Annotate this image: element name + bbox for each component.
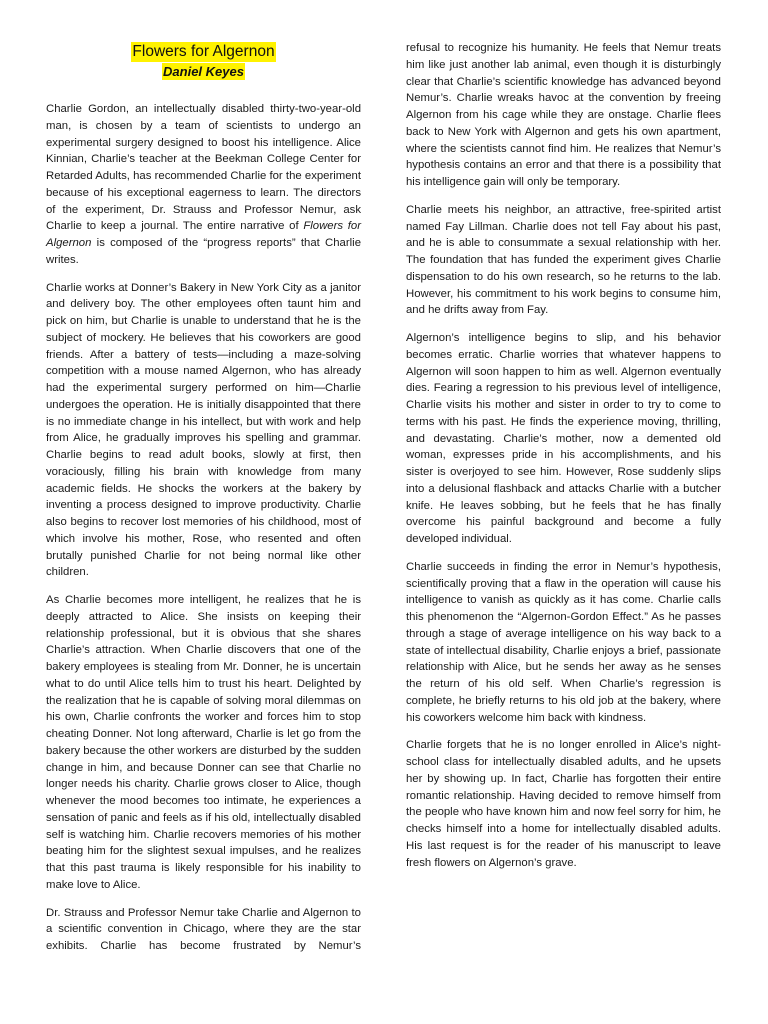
left-column — [46, 40, 361, 966]
document-title: Flowers for Algernon — [132, 43, 275, 60]
paragraph-6: Algernon’s intelligence begins to slip, and his behavior becomes erratic. Charlie worries that whatever happens to Algernon will soon happen to him as well. Algernon eventually dies. Fearing a regression to his previous level of intelligence, Charlie visits his mother and sister in order to try to come to terms with his past. He finds the experience moving, thrilling, and devastating. Charlie’s mother, now a demented old woman, expresses pride in his accomplishments, and his sister is overjoyed to see him. However, Rose suddenly slips into a delusional flashback and attacks Charlie with a butcher knife. He leaves sobbing, but he feels that he has finally overcome his painful background and become a fully developed individual. — [406, 332, 721, 545]
paragraph-1: Charlie Gordon, an intellectually disabled thirty-two-year-old man, is chosen by a team of scientists to undergo an experimental surgery designed to boost his intelligence. Alice Kinnian, Charlie’s teacher at the Beekman College Center for Retarded Adults, has recommended Charlie for the experiment because of his exceptional eagerness to learn. The directors of the experiment, Dr. Strauss and Professor Nemur, ask Charlie to keep a journal. The entire narrative of Flowers for Algernon is composed of the “progress reports” that Charlie writes. — [46, 103, 361, 266]
paragraph-7: Charlie succeeds in finding the error in Nemur’s hypothesis, scientifically proving that a flaw in the operation will cause his intelligence to vanish as quickly as it has come. Charlie calls this phenomenon the “Algernon-Gordon Effect.” As he passes through a stage of average intelligence on his way back to a state of intellectual disability, Charlie enjoys a brief, passionate relationship with Alice, but he sends her away as he senses the return of his old self. When Charlie’s regression is complete, he briefly returns to his old job at the bakery, where his coworkers welcome him back with kindness. — [406, 560, 721, 724]
document-author: Daniel Keyes — [163, 64, 244, 79]
inline-title: Flowers for Algernon — [46, 220, 361, 249]
paragraph-8: Charlie forgets that he is no longer enrolled in Alice’s night-school class for intellectually disabled adults, and he upsets her by showing up. In fact, Charlie has forgotten their entire romantic relationship. Having decided to remove himself from the people who have known him and now feel sorry for him, he checks himself into a home for intellectually disabled adults. His last request is for the reader of his manuscript to leave fresh flowers on Algernon’s grave. — [406, 739, 721, 869]
right-column — [406, 40, 721, 882]
paragraph-5: Charlie meets his neighbor, an attractive, free-spirited artist named Fay Lillman. Charlie does not tell Fay about his past, and he is able to consummate a sexual relationship with her. The foundation that has funded the experiment gives Charlie dispensation to do his own research, so he returns to the lab. However, his commitment to his work begins to consume him, and he drifts away from Fay. — [406, 203, 721, 317]
paragraph-4-start: Dr. Strauss and Professor Nemur take Charlie and Algernon to a scientific convention in Chicago, where they are the star exhibits. Charlie has become frustrated by Nemur’s — [46, 906, 361, 952]
title-block — [46, 42, 361, 81]
paragraph-3: As Charlie becomes more intelligent, he realizes that he is deeply attracted to Alice. She insists on keeping their relationship professional, but it is obvious that she shares Charlie’s attraction. When Charlie discovers that one of the bakery employees is stealing from Mr. Donner, he is uncertain what to do until Alice tells him to trust his heart. Delighted by the realization that he is capable of solving moral dilemmas on his own, Charlie confronts the worker and forces him to stop cheating Donner. Not long afterward, Charlie is let go from the bakery because the other workers are disturbed by the sudden change in him, and because Donner can see that Charlie no longer needs his charity. Charlie grows closer to Alice, though whenever the mood becomes too intimate, he experiences a sensation of panic and feels as if his old, intellectually disabled self is watching him. Charlie recovers memories of his mother beating him for the slightest sexual impulses, and he realizes that this past trauma is likely responsible for his inability to make love to Alice. — [46, 594, 361, 891]
paragraph-2: Charlie works at Donner’s Bakery in New York City as a janitor and delivery boy. The other employees often taunt him and pick on him, but Charlie is unable to understand that he is the subject of mockery. He believes that his coworkers are good friends. After a battery of tests—including a maze-solving competition with a mouse named Algernon, who has already had the experimental surgery performed on him—Charlie undergoes the operation. He is initially disappointed that there is no immediate change in his intellect, but with work and help from Alice, he gradually improves his spelling and grammar. Charlie begins to read adult books, slowly at first, then voraciously, filling his brain with knowledge from many academic fields. He shocks the workers at the bakery by inventing a process designed to improve productivity. Charlie also begins to recover lost memories of his childhood, most of which involve his mother, Rose, who resented and often brutally punished Charlie for not being normal like other children. — [46, 281, 361, 579]
paragraph-4-continued: refusal to recognize his humanity. He feels that Nemur treats him like just another lab animal, even though it is disturbingly clear that Charlie’s scientific knowledge has advanced beyond Nemur’s. Charlie wreaks havoc at the convention by freeing Algernon from his cage while they are onstage. Charlie flees back to New York with Algernon and gets his own apartment, where the scientists cannot find him. He realizes that Nemur’s hypothesis contains an error and that there is a possibility that his intelligence gain will only be temporary. — [406, 42, 721, 188]
